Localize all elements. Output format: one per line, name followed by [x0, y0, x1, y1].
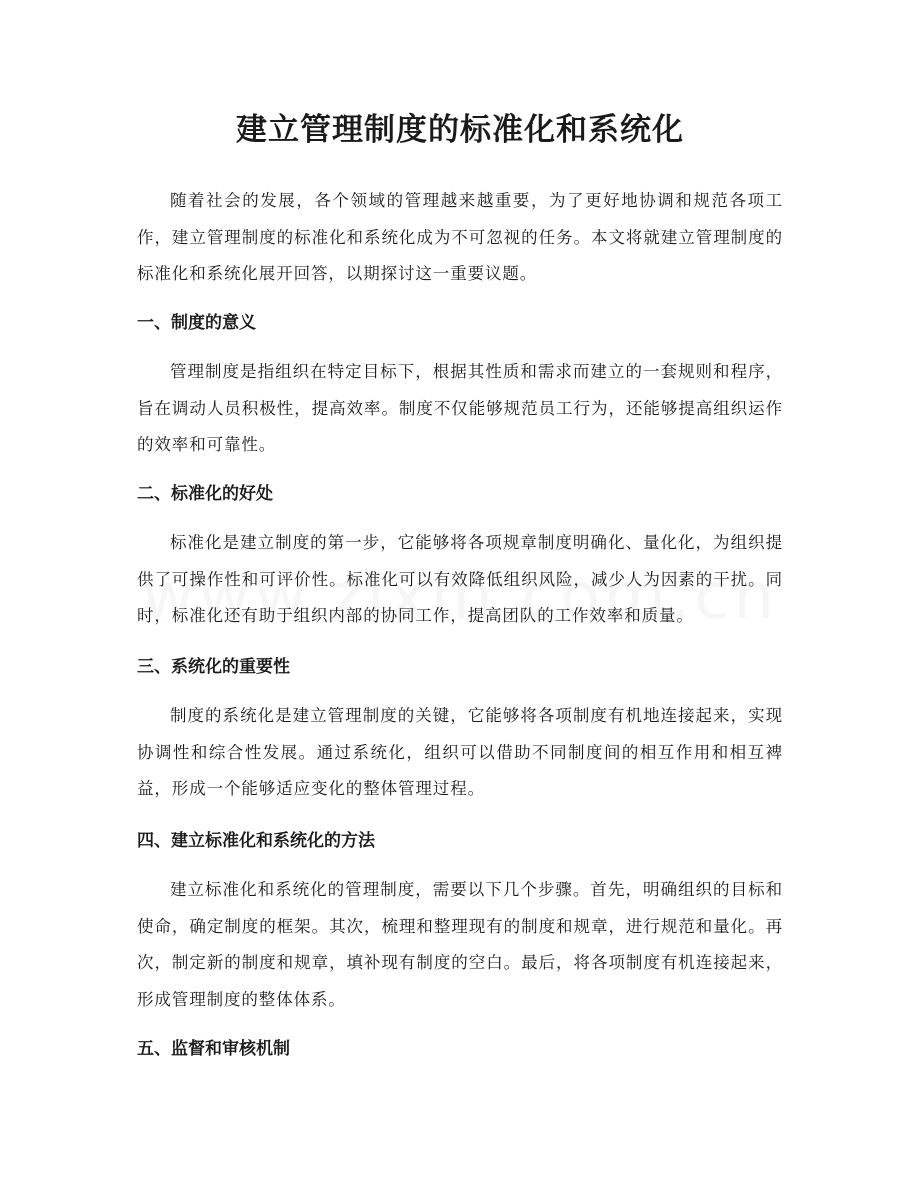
- section-body-2: 标准化是建立制度的第一步，它能够将各项规章制度明确化、量化化，为组织提供了可操作性和可评价性。标准化可以有效降低组织风险，减少人为因素的干扰。同时，标准化还有助于组织内部的协同工作，提高团队的工作效率和质量。: [137, 533, 783, 625]
- section-heading-1: 一、制度的意义: [137, 313, 256, 333]
- section-heading-5: 五、监督和审核机制: [137, 1039, 290, 1059]
- section-body-1: 管理制度是指组织在特定目标下，根据其性质和需求而建立的一套规则和程序，旨在调动人员积极性，提高效率。制度不仅能够规范员工行为，还能够提高组织运作的效率和可靠性。: [137, 362, 783, 454]
- intro-paragraph: 随着社会的发展，各个领域的管理越来越重要，为了更好地协调和规范各项工作，建立管理制度的标准化和系统化成为不可忽视的任务。本文将就建立管理制度的标准化和系统化展开回答，以期探讨这一重要议题。: [137, 191, 783, 283]
- section-heading-3: 三、系统化的重要性: [137, 657, 290, 677]
- section-body-3: 制度的系统化是建立管理制度的关键，它能够将各项制度有机地连接起来，实现协调性和综合性发展。通过系统化，组织可以借助不同制度间的相互作用和相互裨益，形成一个能够适应变化的整体管理过程。: [137, 706, 783, 798]
- document-title: 建立管理制度的标准化和系统化: [236, 112, 684, 148]
- section-heading-4: 四、建立标准化和系统化的方法: [137, 831, 375, 851]
- section-heading-2: 二、标准化的好处: [137, 484, 273, 504]
- section-body-4: 建立标准化和系统化的管理制度，需要以下几个步骤。首先，明确组织的目标和使命，确定制度的框架。其次，梳理和整理现有的制度和规章，进行规范和量化。再次，制定新的制度和规章，填补现有制度的空白。最后，将各项制度有机连接起来，形成管理制度的整体体系。: [137, 880, 783, 1009]
